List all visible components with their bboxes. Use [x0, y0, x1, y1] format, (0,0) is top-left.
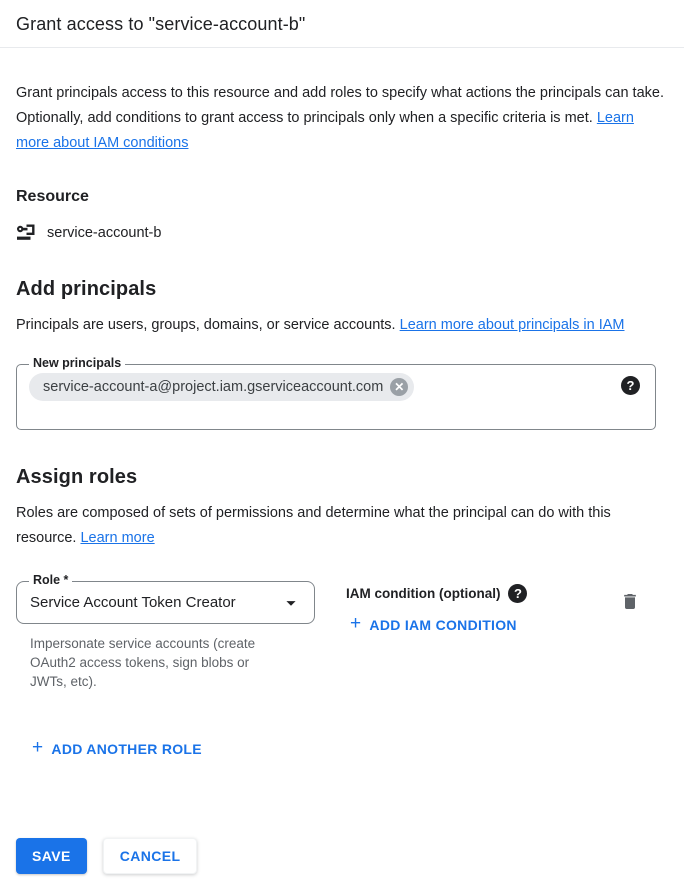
plus-icon: +: [350, 613, 362, 634]
dialog-actions: [16, 838, 197, 874]
dialog-title: Grant access to "service-account-b": [16, 14, 306, 34]
resource-row: [16, 223, 668, 242]
delete-column: [620, 581, 668, 617]
save-button[interactable]: SAVE: [16, 838, 87, 874]
principals-help-icon[interactable]: ?: [621, 376, 640, 395]
intro-paragraph: [16, 81, 668, 156]
role-selected-value: Service Account Token Creator: [30, 594, 236, 611]
trash-icon: [620, 591, 640, 612]
iam-condition-help-icon[interactable]: ?: [508, 584, 527, 603]
add-iam-condition-button[interactable]: [350, 615, 517, 634]
delete-role-button[interactable]: [620, 591, 640, 612]
principals-learn-more-link[interactable]: Learn more about principals in IAM: [399, 317, 625, 333]
assign-roles-heading: Assign roles: [16, 466, 138, 488]
dialog-body: [0, 81, 684, 759]
iam-conditions-link[interactable]: Learn more about IAM conditions: [16, 110, 634, 151]
new-principals-field[interactable]: [16, 356, 656, 430]
iam-condition-label: IAM condition (optional): [346, 586, 501, 601]
role-row: [16, 573, 668, 691]
principal-chip: [29, 373, 414, 401]
chevron-down-icon: [280, 592, 302, 614]
iam-condition-column: [346, 581, 620, 635]
dialog-header: [0, 0, 684, 48]
principals-description: [16, 313, 668, 338]
add-another-role-label: ADD ANOTHER ROLE: [51, 740, 202, 757]
add-another-role-button[interactable]: [32, 739, 202, 758]
principals-description-text: Principals are users, groups, domains, or service accounts.: [16, 317, 400, 333]
roles-description: [16, 501, 668, 551]
roles-learn-more-link[interactable]: Learn more: [80, 530, 155, 546]
add-iam-condition-label: ADD IAM CONDITION: [369, 616, 517, 633]
role-select[interactable]: [16, 573, 315, 624]
plus-icon: +: [32, 737, 44, 758]
roles-description-text: Roles are composed of sets of permissions and determine what the principal can do with this resource.: [16, 505, 611, 546]
iam-condition-label-row: [346, 584, 620, 603]
cancel-button[interactable]: CANCEL: [103, 838, 198, 874]
role-helper-text: Impersonate service accounts (create OAuth2 access tokens, sign blobs or JWTs, etc).: [30, 636, 256, 689]
new-principals-label: New principals: [29, 356, 125, 370]
service-account-icon: [16, 223, 37, 242]
chip-remove-icon[interactable]: ✕: [390, 378, 408, 396]
role-column: [16, 573, 316, 691]
intro-text: Grant principals access to this resource and add roles to specify what actions the principals can take. Optionally, add conditions to grant access to principals only when a specific criteria is met.: [16, 85, 664, 126]
add-principals-heading: Add principals: [16, 278, 157, 300]
role-label: Role *: [29, 573, 72, 587]
resource-name: service-account-b: [47, 224, 162, 241]
principal-chip-value: service-account-a@project.iam.gserviceaccount.com: [43, 379, 384, 395]
resource-heading: Resource: [16, 188, 89, 205]
